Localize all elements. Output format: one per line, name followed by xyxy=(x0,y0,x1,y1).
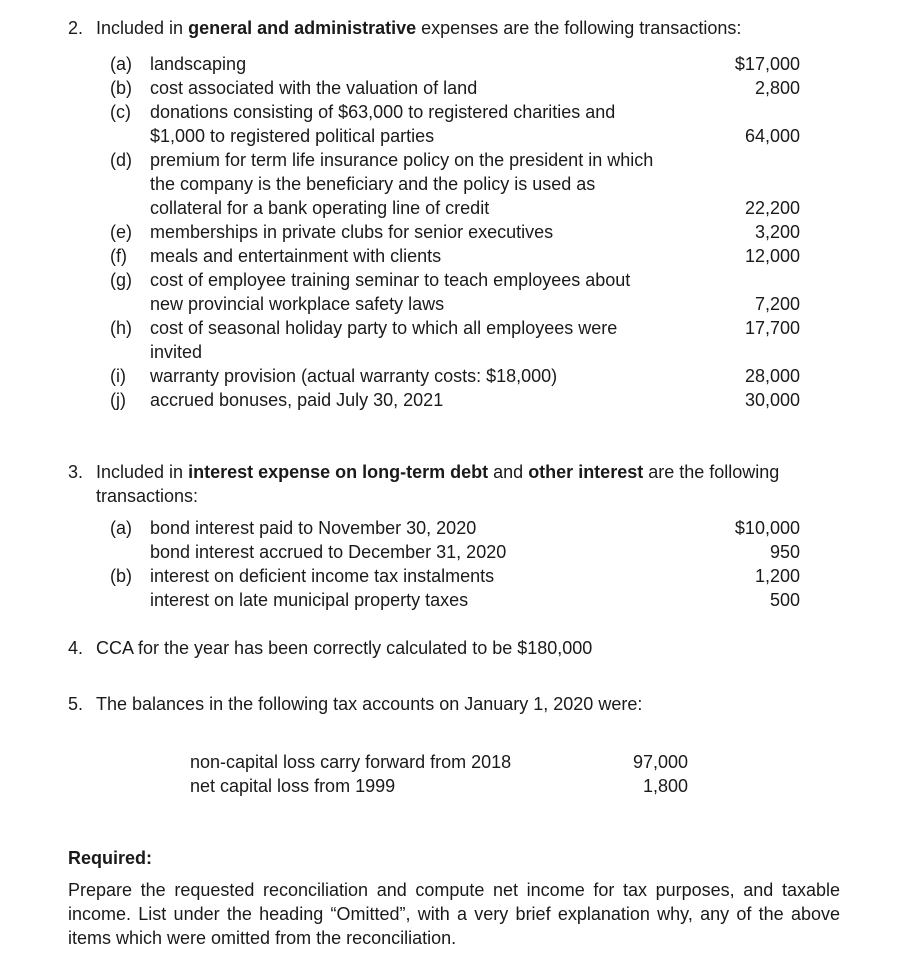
item-label: (a) xyxy=(110,54,132,74)
item-label: (a) xyxy=(110,518,132,538)
item-label: (h) xyxy=(110,318,132,338)
item-amount: 12,000 xyxy=(744,246,800,266)
tax-account-amount: 97,000 xyxy=(632,752,688,772)
item-text: $1,000 to registered political parties xyxy=(150,126,435,146)
required-text: Prepare the requested reconciliation and compute net income for tax purposes, and taxable income. List under the heading “Omitted”, with a very brief explanation why, any of the above items which were omitted from the reconciliation. xyxy=(68,880,840,948)
item-label: (b) xyxy=(110,566,132,586)
tax-account-amount: 1,800 xyxy=(642,776,688,796)
item-label: (f) xyxy=(110,246,127,266)
item-text: interest on late municipal property taxes xyxy=(150,590,469,610)
item-text: cost of seasonal holiday party to which all employees were xyxy=(150,318,618,338)
item-text: interest on deficient income tax instalments xyxy=(150,566,495,586)
item-text: new provincial workplace safety laws xyxy=(150,294,445,314)
item-text: the company is the beneficiary and the policy is used as xyxy=(150,174,596,194)
item-label: (i) xyxy=(110,366,126,386)
item-amount: 28,000 xyxy=(744,366,800,386)
required-heading: Required: xyxy=(68,848,153,868)
item-text: bond interest paid to November 30, 2020 xyxy=(150,518,477,538)
item-label: (d) xyxy=(110,150,132,170)
q5-number: 5. xyxy=(68,694,84,714)
item-label: (c) xyxy=(110,102,131,122)
item-text: warranty provision (actual warranty costs: $18,000) xyxy=(150,366,558,386)
item-amount: 30,000 xyxy=(744,390,800,410)
item-text: bond interest accrued to December 31, 2020 xyxy=(150,542,507,562)
q3-heading: Included in interest expense on long-term debt and other interest are the following xyxy=(96,462,780,482)
item-amount: 22,200 xyxy=(744,198,800,218)
item-amount: $10,000 xyxy=(734,518,800,538)
item-amount: 7,200 xyxy=(754,294,800,314)
q4-number: 4. xyxy=(68,638,84,658)
item-amount: 64,000 xyxy=(744,126,800,146)
q2-heading: Included in general and administrative expenses are the following transactions: xyxy=(96,18,742,38)
item-amount: 500 xyxy=(769,590,800,610)
item-amount: 3,200 xyxy=(754,222,800,242)
q4-text: CCA for the year has been correctly calculated to be $180,000 xyxy=(96,638,593,658)
item-label: (b) xyxy=(110,78,132,98)
tax-account-label: non-capital loss carry forward from 2018 xyxy=(190,752,512,772)
item-text: invited xyxy=(150,342,203,362)
item-text: donations consisting of $63,000 to registered charities and xyxy=(150,102,616,122)
item-amount: 1,200 xyxy=(754,566,800,586)
q3-heading-line2: transactions: xyxy=(96,486,199,506)
tax-account-label: net capital loss from 1999 xyxy=(190,776,396,796)
q3-number: 3. xyxy=(68,462,84,482)
item-label: (e) xyxy=(110,222,132,242)
item-text: cost associated with the valuation of land xyxy=(150,78,478,98)
item-amount: 17,700 xyxy=(744,318,800,338)
item-text: premium for term life insurance policy on the president in which xyxy=(150,150,654,170)
item-text: landscaping xyxy=(150,54,247,74)
item-text: accrued bonuses, paid July 30, 2021 xyxy=(150,390,444,410)
item-text: memberships in private clubs for senior executives xyxy=(150,222,554,242)
q2-number: 2. xyxy=(68,18,84,38)
item-text: cost of employee training seminar to teach employees about xyxy=(150,270,631,290)
item-amount: 2,800 xyxy=(754,78,800,98)
item-label: (j) xyxy=(110,390,126,410)
item-text: collateral for a bank operating line of credit xyxy=(150,198,490,218)
item-amount: 950 xyxy=(769,542,800,562)
item-amount: $17,000 xyxy=(734,54,800,74)
q5-text: The balances in the following tax accounts on January 1, 2020 were: xyxy=(96,694,643,714)
item-label: (g) xyxy=(110,270,132,290)
item-text: meals and entertainment with clients xyxy=(150,246,442,266)
